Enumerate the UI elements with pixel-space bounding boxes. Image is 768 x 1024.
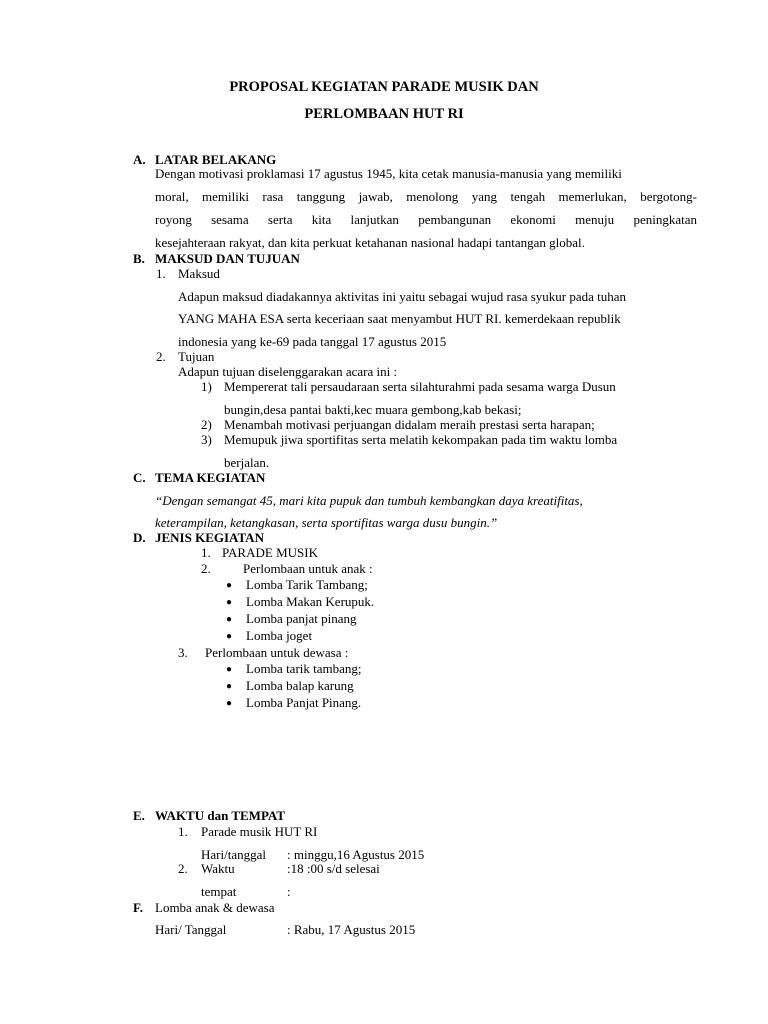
section-d-item2-label: Perlombaan untuk anak : [243, 561, 373, 576]
section-a-heading: LATAR BELAKANG [155, 152, 277, 167]
section-d-letter: D. [133, 530, 146, 545]
section-d-item3-bullet-2: Lomba balap karung [246, 678, 354, 693]
section-d-item3-label: Perlombaan untuk dewasa : [205, 645, 349, 660]
section-e-letter: E. [133, 808, 145, 823]
section-a-line-4: kesejahteraan rakyat, dan kita perkuat ketahanan nasional hadapi tantangan global. [155, 235, 585, 250]
section-c-letter: C. [133, 470, 146, 485]
title-line-1: PROPOSAL KEGIATAN PARADE MUSIK DAN [229, 79, 539, 95]
section-b-item1-line-3: indonesia yang ke-69 pada tanggal 17 agustus 2015 [178, 334, 447, 349]
section-e-waktu-value: :18 :00 s/d selesai [287, 861, 380, 876]
section-b-item2-label: Tujuan [178, 349, 215, 364]
section-e-hari-value: : minggu,16 Agustus 2015 [287, 847, 425, 862]
section-f-hari-label: Hari/ Tanggal [155, 922, 227, 937]
section-c-heading: TEMA KEGIATAN [155, 470, 266, 485]
bullet-icon: ● [226, 698, 233, 709]
bullet-icon: ● [226, 597, 233, 608]
section-d-item2-bullet-2: Lomba Makan Kerupuk. [246, 594, 375, 609]
section-b-item1-line-2: YANG MAHA ESA serta keceriaan saat menyambut HUT RI. kemerdekaan republik [178, 311, 621, 326]
section-d-item2-num: 2. [201, 561, 211, 576]
section-b-subitem-1-line-1: Mempererat tali persaudaraan serta silahturahmi pada sesama warga Dusun [224, 379, 616, 394]
bullet-icon: ● [226, 681, 233, 692]
section-b-subitem-1-num: 1) [201, 379, 212, 394]
section-b-subitem-1-line-2: bungin,desa pantai bakti,kec muara gembong,kab bekasi; [224, 402, 522, 417]
section-d-item1-label: PARADE MUSIK [222, 545, 318, 560]
section-a-letter: A. [133, 152, 146, 167]
section-b-item1-label: Maksud [178, 266, 220, 281]
section-b-item1-num: 1. [156, 266, 166, 281]
section-f-letter: F. [133, 900, 143, 915]
section-b-letter: B. [133, 251, 145, 266]
section-d-heading: JENIS KEGIATAN [155, 530, 264, 545]
bullet-icon: ● [226, 631, 233, 642]
section-b-item1-line-1: Adapun maksud diadakannya aktivitas ini yaitu sebagai wujud rasa syukur pada tuhan [178, 289, 627, 304]
section-e-waktu-label: Waktu [201, 861, 235, 876]
section-b-heading: MAKSUD DAN TUJUAN [155, 251, 300, 266]
section-b-subitem-2-line-1: Menambah motivasi perjuangan didalam meraih prestasi serta harapan; [224, 417, 595, 432]
section-e-hari-label: Hari/tanggal [201, 847, 266, 862]
section-f-label: Lomba anak & dewasa [155, 900, 275, 915]
section-b-subitem-3-line-1: Memupuk jiwa sportifitas serta melatih kekompakan pada tim waktu lomba [224, 432, 618, 447]
section-b-item2-num: 2. [156, 349, 166, 364]
bullet-icon: ● [226, 614, 233, 625]
bullet-icon: ● [226, 580, 233, 591]
section-a-line-2: moral, memiliki rasa tanggung jawab, menolong yang tengah memerlukan, bergotong- [155, 189, 697, 204]
section-e-item1-num: 1. [178, 824, 188, 839]
section-c-quote-line-1: “Dengan semangat 45, mari kita pupuk dan tumbuh kembangkan daya kreatifitas, [155, 493, 583, 508]
section-d-item3-num: 3. [178, 645, 188, 660]
section-d-item2-bullet-4: Lomba joget [246, 628, 313, 643]
section-d-item1-num: 1. [201, 545, 211, 560]
section-e-tempat-label: tempat [201, 884, 237, 899]
section-e-item1-label: Parade musik HUT RI [201, 824, 318, 839]
section-b-subitem-3-line-2: berjalan. [224, 455, 270, 470]
section-e-tempat-value: : [287, 884, 291, 899]
section-a-line-3: royong sesama serta kita lanjutkan pembangunan ekonomi menuju peningkatan [155, 212, 697, 227]
section-b-item2-intro: Adapun tujuan diselenggarakan acara ini : [178, 364, 398, 379]
section-d-item3-bullet-1: Lomba tarik tambang; [246, 661, 362, 676]
section-d-item2-bullet-1: Lomba Tarik Tambang; [246, 577, 368, 592]
section-e-item2-num: 2. [178, 861, 188, 876]
section-b-subitem-3-num: 3) [201, 432, 212, 447]
section-c-quote-line-2: keterampilan, ketangkasan, serta sportifitas warga dusu bungin.” [155, 515, 498, 530]
section-f-hari-value: : Rabu, 17 Agustus 2015 [287, 922, 416, 937]
section-d-item3-bullet-3: Lomba Panjat Pinang. [246, 695, 362, 710]
title-line-2: PERLOMBAAN HUT RI [304, 106, 464, 122]
bullet-icon: ● [226, 664, 233, 675]
section-b-subitem-2-num: 2) [201, 417, 212, 432]
section-a-line-1: Dengan motivasi proklamasi 17 agustus 1945, kita cetak manusia-manusia yang memiliki [155, 166, 622, 181]
section-e-heading: WAKTU dan TEMPAT [155, 808, 286, 823]
section-d-item2-bullet-3: Lomba panjat pinang [246, 611, 357, 626]
